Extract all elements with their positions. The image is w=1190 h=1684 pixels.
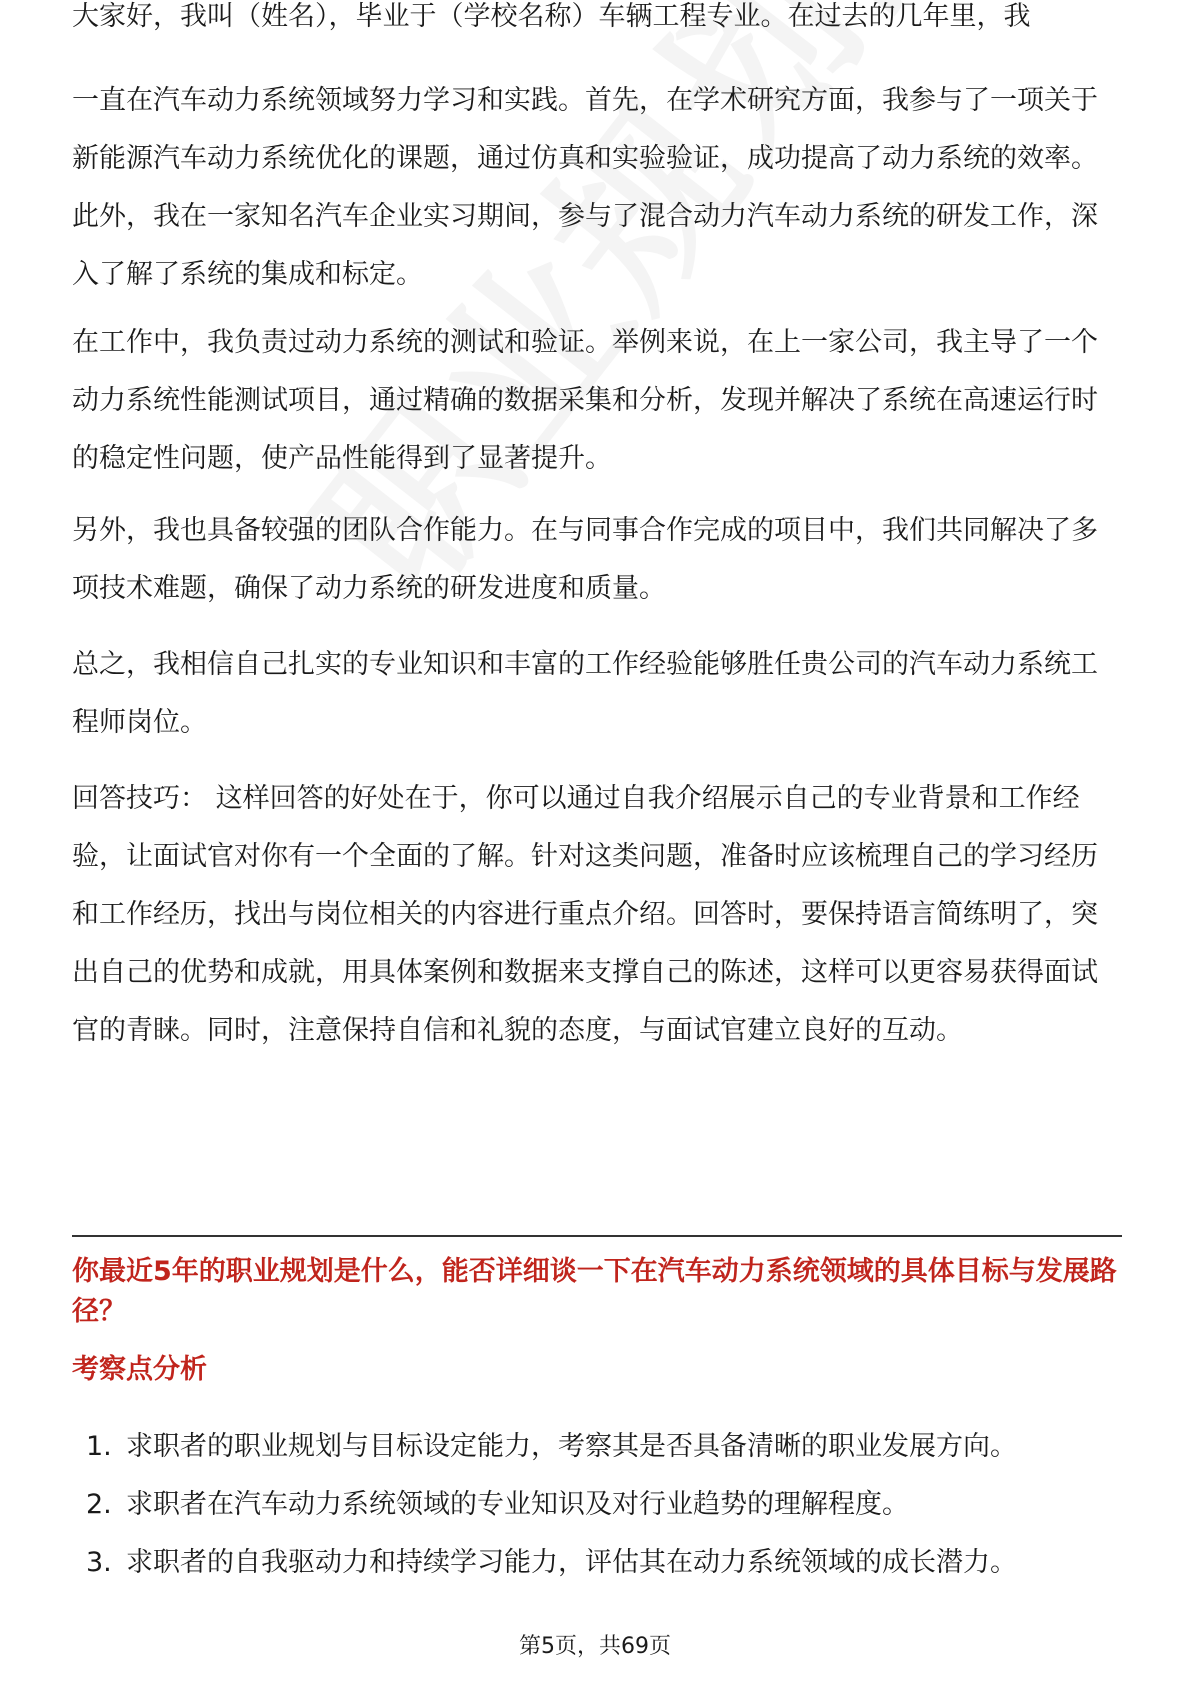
paragraph-experience: 一直在汽车动力系统领域努力学习和实践。首先，在学术研究方面，我参与了一项关于新能源汽车动力系统优化的课题，通过仿真和实验验证，成功提高了动力系统的效率。此外，我在一家知名汽车企业实习期间，参与了混合动力汽车动力系统的研发工作，深入了解了系统的集成和标定。: [72, 85, 1098, 290]
list-item-number: 2.: [86, 1489, 112, 1520]
list-item: [86, 1418, 1116, 1476]
interview-question: 你最近5年的职业规划是什么，能否详细谈一下在汽车动力系统领域的具体目标与发展路径？: [72, 1256, 1117, 1327]
analysis-list: [86, 1418, 1116, 1592]
cut-off-text-line: [72, 1, 1122, 58]
list-item-text: 求职者的职业规划与目标设定能力，考察其是否具备清晰的职业发展方向。: [126, 1431, 1017, 1462]
page-number: 第5页，共69页: [519, 1634, 671, 1659]
paragraph-teamwork: 另外，我也具备较强的团队合作能力。在与同事合作完成的项目中，我们共同解决了多项技术难题，确保了动力系统的研发进度和质量。: [72, 515, 1098, 604]
cut-off-text: 大家好，我叫（姓名），毕业于（学校名称）车辆工程专业。在过去的几年里，我: [72, 1, 1031, 32]
section-title: 考察点分析: [72, 1354, 207, 1385]
paragraph-answer-tips: 回答技巧： 这样回答的好处在于，你可以通过自我介绍展示自己的专业背景和工作经验，让面试官对你有一个全面的了解。针对这类问题，准备时应该梳理自己的学习经历和工作经历，找出与岗位相关的内容进行重点介绍。回答时，要保持语言简练明了，突出自己的优势和成就，用具体案例和数据来支撑自己的陈述，这样可以更容易获得面试官的青睐。同时，注意保持自信和礼貌的态度，与面试官建立良好的互动。: [72, 783, 1098, 1046]
section-divider: [72, 1235, 1122, 1237]
list-item-number: 3.: [86, 1547, 112, 1578]
list-item-text: 求职者的自我驱动力和持续学习能力，评估其在动力系统领域的成长潜力。: [126, 1547, 1017, 1578]
paragraph-work: 在工作中，我负责过动力系统的测试和验证。举例来说，在上一家公司，我主导了一个动力系统性能测试项目，通过精确的数据采集和分析，发现并解决了系统在高速运行时的稳定性问题，使产品性能得到了显著提升。: [72, 327, 1098, 474]
list-item: [86, 1476, 1116, 1534]
paragraph-summary: 总之，我相信自己扎实的专业知识和丰富的工作经验能够胜任贵公司的汽车动力系统工程师岗位。: [72, 649, 1098, 738]
list-item-text: 求职者在汽车动力系统领域的专业知识及对行业趋势的理解程度。: [126, 1489, 909, 1520]
list-item: [86, 1534, 1116, 1592]
list-item-number: 1.: [86, 1431, 112, 1462]
